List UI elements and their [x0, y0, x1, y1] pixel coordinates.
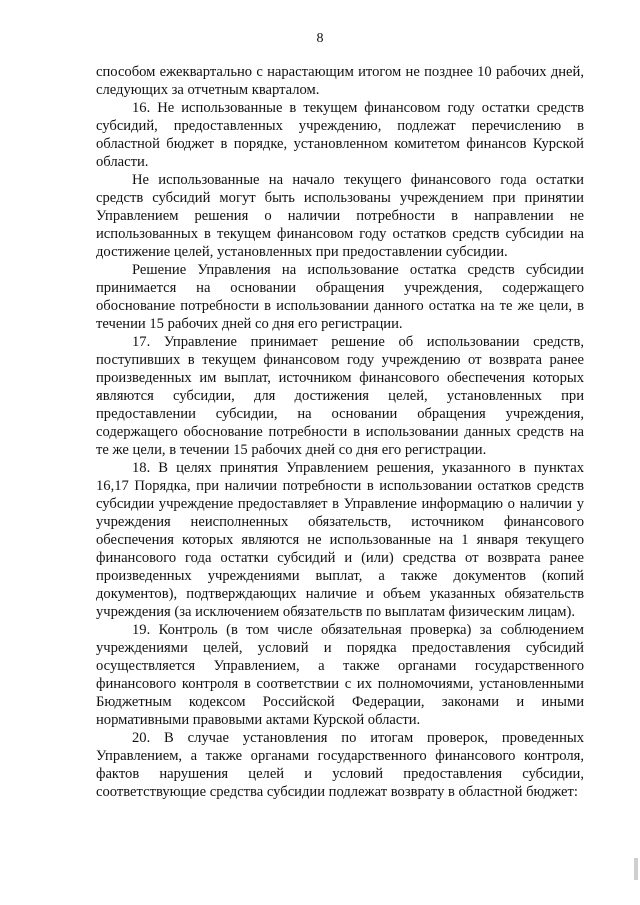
page-number: 8 — [316, 31, 324, 46]
paragraph-item-16: 16. Не использованные в текущем финансовом году остатки средств субсидий, предоставленных учреждению, подлежат перечислению в областной бюджет в порядке, установленном комитетом финансов Курской области. — [96, 100, 584, 170]
document-body — [96, 63, 584, 801]
paragraph-item-16-decision: Решение Управления на использование остатка средств субсидии принимается на основании обращения учреждения, содержащего обоснование потребности в использовании данного остатка на те же цели, в течении 15 рабочих дней со дня его регистрации. — [96, 262, 584, 332]
paragraph-item-20: 20. В случае установления по итогам проверок, проведенных Управлением, а также органами государственного финансового контроля, фактов нарушения целей и условий предоставления субсидии, соответствующие средства субсидии подлежат возврату в областной бюджет: — [96, 730, 584, 800]
paragraph-continuation: способом ежеквартально с нарастающим итогом не позднее 10 рабочих дней, следующих за отчетным кварталом. — [96, 64, 584, 98]
scan-edge-mark — [634, 858, 638, 880]
paragraph-item-17: 17. Управление принимает решение об использовании средств, поступивших в текущем финансовом году учреждению от возврата ранее произведенных им выплат, источником финансового обеспечения которых являются субсидии, для достижения целей, установленных при предоставлении субсидии, на основании обращения учреждения, содержащего обоснование потребности в использовании данных средств на те же цели, в течении 15 рабочих дней со дня его регистрации. — [96, 334, 584, 458]
paragraph-item-19: 19. Контроль (в том числе обязательная проверка) за соблюдением учреждениями целей, условий и порядка предоставления субсидий осуществляется Управлением, а также органами государственного финансового контроля в соответствии с их полномочиями, установленными Бюджетным кодексом Российской Федерации, законами и иными нормативными правовыми актами Курской области. — [96, 622, 584, 728]
paragraph-item-18: 18. В целях принятия Управлением решения, указанного в пунктах 16,17 Порядка, при наличии потребности в использовании остатков средств субсидии учреждение предоставляет в Управление информацию о наличии у учреждения неисполненных обязательств, источником финансового обеспечения которых являются не использованные на 1 января текущего финансового года остатки субсидий и (или) средства от возврата ранее произведенных учреждениями выплат, а также документов (копий документов), подтверждающих наличие и объем указанных обязательств учреждения (за исключением обязательств по выплатам физическим лицам). — [96, 460, 584, 620]
paragraph-item-16-unused-balances: Не использованные на начало текущего финансового года остатки средств субсидий могут быть использованы учреждением при принятии Управлением решения о наличии потребности в направлении не использованных в текущем финансовом году остатков средств субсидии на достижение целей, установленных при предоставлении субсидии. — [96, 172, 584, 260]
